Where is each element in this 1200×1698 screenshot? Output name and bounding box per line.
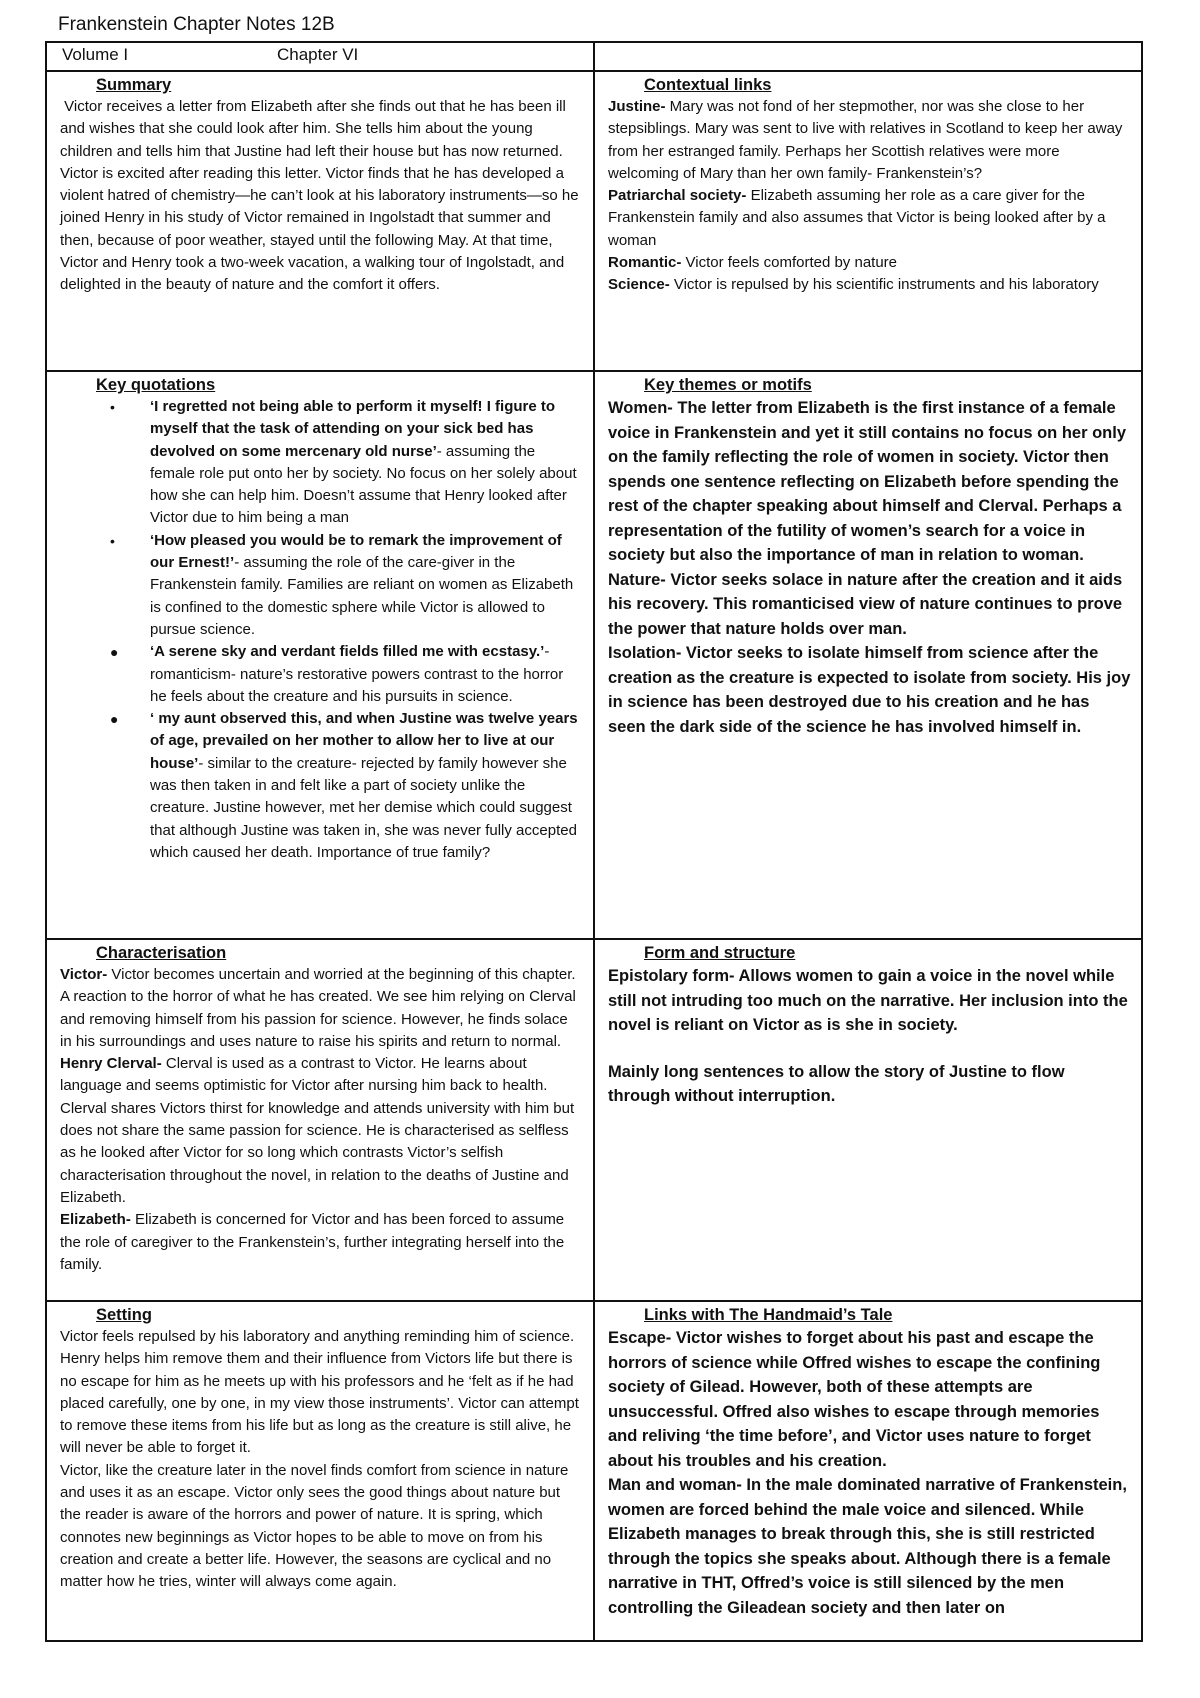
quotation-item: • ‘How pleased you would be to remark the improvement of our Ernest!’- assuming the role of the care-giver in the Frankenstein family. Families are reliant on women as Elizabeth is confined to the domestic sphere while Victor is allowed to pursue science. [110, 531, 574, 638]
characterisation-heading: Characterisation [96, 944, 227, 962]
bullet-icon: ● [110, 644, 119, 661]
setting-cell [46, 1301, 594, 1641]
contextual-links-cell [594, 71, 1142, 371]
summary-text: Victor receives a letter from Elizabeth after she finds out that he has been ill and wishes that she could look after him. She tells him about the young children and tells him that Justine had left their house but has now returned. Victor is excited after reading this letter. Victor finds that he has developed a violent hatred of chemistry—he can’t look at his laboratory instruments—so he joined Henry in his study of Victor remained in Ingolstadt that summer and then, because of poor weather, stayed until the following May. At that time, Victor and Henry took a two-week vacation, a walking tour of Ingolstadt, and delighted in the beauty of nature and the comfort it offers. [60, 98, 579, 294]
character-item: Victor- Victor becomes uncertain and worried at the beginning of this chapter. A reaction to the horror of what he has created. We see him relying on Clerval and removing himself from his passion for science. However, he finds solace in his surroundings and uses nature to raise his spirits and return to normal. [60, 966, 576, 1050]
form-structure-text [608, 964, 1131, 1109]
form-structure-heading: Form and structure [644, 944, 796, 962]
context-item: Science- Victor is repulsed by his scientific instruments and his laboratory [608, 276, 1099, 294]
contextual-links-heading: Contextual links [644, 76, 772, 94]
theme-paragraph: Isolation- Victor seeks to isolate himself from science after the creation as the creature is expected to isolate from society. His joy in science has been destroyed due to his creation and he has seen the dark side of the science he has involved himself in. [608, 644, 1131, 736]
handmaids-tale-heading: Links with The Handmaid’s Tale [644, 1306, 893, 1324]
row-setting-handmaid [46, 1301, 1142, 1641]
quotation-item: • ‘I regretted not being able to perform it myself! I figure to myself that the task of attending on your sick bed has devolved on some mercenary old nurse’- assuming the female role put onto her by society. No focus on her solely about how she can help him. Doesn’t assume that Henry looked after Victor due to him being a man [110, 398, 577, 527]
setting-paragraph: Victor feels repulsed by his laboratory and anything reminding him of science. Henry helps him remove them and their influence from Victors life but there is no escape for him as he meets up with his professors and he ‘felt as if he had placed carefully, one by one, in my view those instruments’. Victor can attempt to remove these items from his life but as long as the creature is still alive, he will never be able to forget it. [60, 1328, 579, 1457]
theme-paragraph: Nature- Victor seeks solace in nature after the creation and it aids his recovery. This romanticised view of nature continues to prove the power that nature holds over man. [608, 570, 1123, 638]
character-item: Henry Clerval- Clerval is used as a contrast to Victor. He learns about language and seems optimistic for Victor after nursing him back to health. Clerval shares Victors thirst for knowledge and attends university with him but does not share the same passion for science. He is characterised as selfless as he looked after Victor for so long which contrasts Victor’s selfish characterisation throughout the novel, in relation to the deaths of Justine and Elizabeth. [60, 1055, 575, 1206]
summary-cell [46, 71, 594, 371]
characterisation-text [60, 964, 583, 1276]
form-paragraph: Mainly long sentences to allow the story of Justine to flow through without interruption. [608, 1062, 1065, 1105]
key-themes-text [608, 396, 1131, 739]
bullet-icon: • [110, 532, 115, 549]
context-item: Romantic- Victor feels comforted by nature [608, 254, 898, 272]
setting-heading: Setting [96, 1306, 152, 1324]
key-themes-cell [594, 371, 1142, 939]
handmaid-paragraph: Escape- Victor wishes to forget about his past and escape the horrors of science while Offred wishes to escape the confining society of Gilead. However, both of these attempts are unsuccessful. Offred also wishes to escape through memories and reliving ‘the time before’, and Victor uses nature to forget about his troubles and his creation. [608, 1329, 1101, 1470]
handmaid-paragraph: Man and woman- In the male dominated narrative of Frankenstein, women are forced behind the male voice and silenced. While Elizabeth manages to break through this, she is still restricted through the topics she speaks about. Although there is a female narrative in THT, Offred’s voice is still silenced by the men controlling the Gileadean society and then later on [608, 1476, 1127, 1617]
key-quotations-heading: Key quotations [96, 376, 216, 394]
form-paragraph: Epistolary form- Allows women to gain a voice in the novel while still not intruding too much on the narrative. Her inclusion into the novel is reliant on Victor as is she in society. [608, 967, 1128, 1034]
bullet-icon: ● [110, 711, 119, 728]
summary-heading: Summary [96, 76, 172, 94]
key-quotations-list [60, 396, 583, 864]
character-item: Elizabeth- Elizabeth is concerned for Victor and has been forced to assume the role of caregiver to the Frankenstein’s, further integrating herself into the family. [60, 1211, 565, 1273]
key-themes-heading: Key themes or motifs [644, 376, 812, 394]
handmaids-tale-text [608, 1326, 1131, 1620]
header-cell-left [46, 42, 594, 71]
header-row [46, 42, 1142, 71]
characterisation-cell [46, 939, 594, 1301]
context-item: Justine- Mary was not fond of her stepmother, nor was she close to her stepsiblings. Mary was sent to live with relatives in Scotland to keep her away from her estranged family. Perhaps her Scottish relatives were more welcoming of Mary than her own family- Frankenstein’s? [608, 98, 1123, 182]
notes-table [45, 41, 1143, 1642]
form-structure-cell [594, 939, 1142, 1301]
handmaids-tale-cell [594, 1301, 1142, 1641]
chapter-label: Chapter VI [277, 45, 359, 64]
quotation-item: ● ‘ my aunt observed this, and when Justine was twelve years of age, prevailed on her mother to allow her to live at our house’- similar to the creature- rejected by family however she was then taken in and felt like a part of society unlike the creature. Justine however, met her demise which could suggest that although Justine was taken in, she was never fully accepted which caused her death. Importance of true family? [110, 710, 578, 861]
bullet-icon: • [110, 399, 115, 415]
volume-label: Volume I [62, 45, 129, 64]
theme-paragraph: Women- The letter from Elizabeth is the first instance of a female voice in Frankenstein and yet it still contains no focus on her only on the family reflecting the role of women in society. Victor then spends one sentence reflecting on Elizabeth before spending the rest of the chapter speaking about himself and Clerval. Perhaps a representation of the futility of women’s search for a voice in society but also the importance of man in relation to woman. [608, 399, 1127, 564]
quotation-item: ● ‘A serene sky and verdant fields filled me with ecstasy.’- romanticism- nature’s restorative powers contrast to the horror he feels about the creature and his pursuits in science. [110, 643, 564, 705]
key-quotations-cell [46, 371, 594, 939]
setting-paragraph: Victor, like the creature later in the novel finds comfort from science in nature and uses it as an escape. Victor only sees the good things about nature but the reader is aware of the horrors and power of nature. It is spring, which connotes new beginnings as Victor hopes to be able to move on from his creation and create a better life. However, the seasons are cyclical and no matter how he tries, winter will always come again. [60, 1461, 569, 1591]
row-summary-context [46, 71, 1142, 371]
header-cell-right [594, 42, 1142, 71]
row-quotations-themes [46, 371, 1142, 939]
context-item: Patriarchal society- Elizabeth assuming her role as a care giver for the Frankenstein family and also assumes that Victor is being looked after by a woman [608, 187, 1106, 249]
row-characterisation-form [46, 939, 1142, 1301]
setting-text [60, 1326, 583, 1594]
page-title: Frankenstein Chapter Notes 12B [58, 14, 335, 35]
contextual-links-list [608, 96, 1131, 297]
